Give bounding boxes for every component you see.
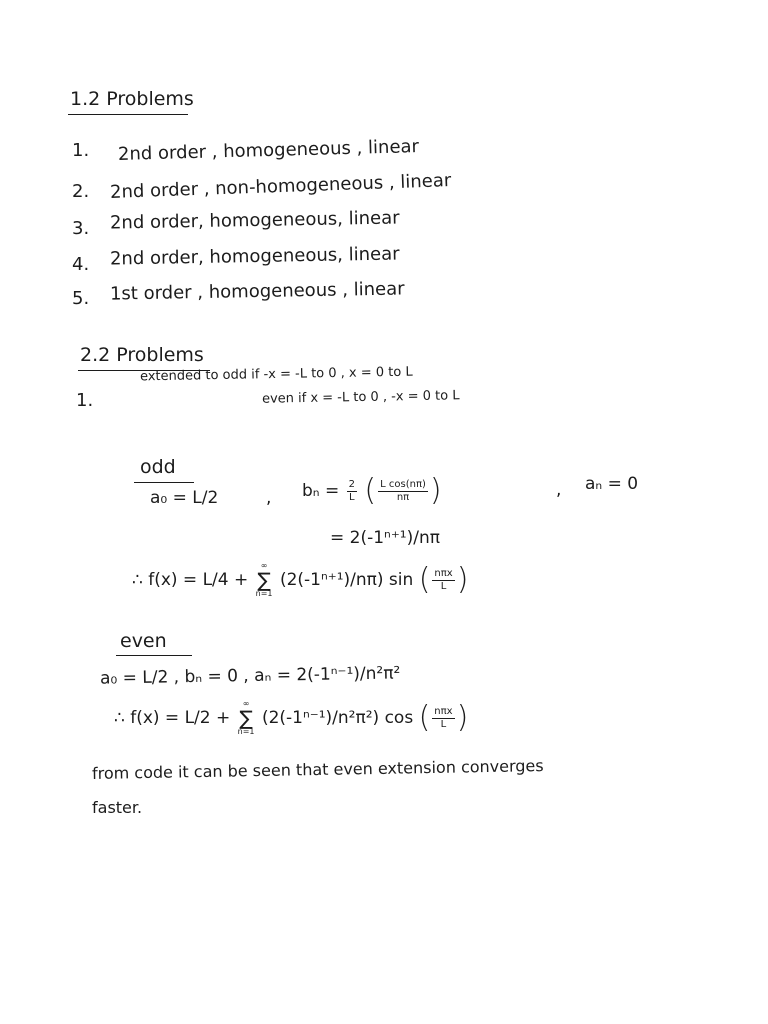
odd-a0: a₀ = L/2 xyxy=(150,488,219,508)
comma: , xyxy=(556,480,562,500)
odd-bn-inner-fraction xyxy=(378,480,428,503)
list-item: 2nd order , non-homogeneous , linear xyxy=(109,170,452,203)
list-item-number: 2. xyxy=(72,181,90,202)
odd-series-term: (2(-1ⁿ⁺¹)/nπ) sin xyxy=(279,570,414,590)
odd-an: aₙ = 0 xyxy=(585,474,639,494)
odd-bn-simplified: = 2(-1ⁿ⁺¹)/nπ xyxy=(330,528,440,548)
list-item-number: 4. xyxy=(72,254,90,275)
even-series-arg: $\frac{\text{nπx}}{L}$ xyxy=(434,705,453,730)
even-series-lhs: ∴ f(x) = L/2 + xyxy=(114,708,231,728)
summation-icon: ∞ ∑ n=1 xyxy=(237,699,255,736)
even-series: ∴ f(x) = L/2 + ∞ ∑ n=1 (2(-1ⁿ⁻¹)/n²π²) cos ( $\frac{\text{nπx}}{L}$ ) xyxy=(114,699,469,736)
problem-number: 1. xyxy=(76,390,94,411)
odd-bn-inner-den: nπ xyxy=(396,491,410,503)
section1-heading: 1.2 Problems xyxy=(70,88,194,110)
list-item: 1st order , homogeneous , linear xyxy=(109,278,405,305)
section2-heading: 2.2 Problems xyxy=(80,344,204,366)
extension-even-note: even if x = -L to 0 , -x = 0 to L xyxy=(261,388,460,407)
odd-series-lhs: ∴ f(x) = L/4 + xyxy=(132,570,249,590)
odd-bn-expression: bₙ = $\frac{2}{L}$ ( $\frac{\text{L cos(nπ)}}{n\pi}$ ) xyxy=(302,473,442,508)
section1-underline xyxy=(68,114,188,115)
even-series-term: (2(-1ⁿ⁻¹)/n²π²) cos xyxy=(261,708,414,728)
odd-series: ∴ f(x) = L/4 + ∞ ∑ n=1 (2(-1ⁿ⁺¹)/nπ) sin ( $\frac{\text{nπx}}{L}$ ) xyxy=(132,561,469,598)
conclusion-line-1: from code it can be seen that even extension converges xyxy=(91,756,544,783)
list-item-number: 5. xyxy=(72,288,90,309)
odd-bn-frac-den: L xyxy=(349,491,355,503)
even-label: even xyxy=(120,630,167,652)
summation-icon: ∞ ∑ n=1 xyxy=(255,561,273,598)
odd-bn-fraction xyxy=(347,480,357,503)
comma: , xyxy=(266,488,272,508)
odd-bn-frac-num: 2 xyxy=(348,478,355,490)
odd-bn-inner-num: L cos(nπ) xyxy=(380,478,426,490)
list-item-number: 3. xyxy=(72,218,90,239)
list-item: 2nd order, homogeneous, linear xyxy=(109,207,400,234)
even-coefficients: a₀ = L/2 , bₙ = 0 , aₙ = 2(-1ⁿ⁻¹)/n²π² xyxy=(99,663,401,689)
list-item-number: 1. xyxy=(72,140,90,161)
list-item: 2nd order , homogeneous , linear xyxy=(117,136,420,165)
odd-underline xyxy=(134,482,194,483)
extension-odd-note: extended to odd if -x = -L to 0 , x = 0 to L xyxy=(139,364,413,385)
conclusion-line-2: faster. xyxy=(92,798,143,817)
even-underline xyxy=(116,655,192,656)
odd-series-arg: $\frac{\text{nπx}}{L}$ xyxy=(434,567,453,592)
odd-bn-lhs: bₙ = xyxy=(302,481,340,501)
odd-label: odd xyxy=(140,456,176,478)
list-item: 2nd order, homogeneous, linear xyxy=(109,243,400,270)
